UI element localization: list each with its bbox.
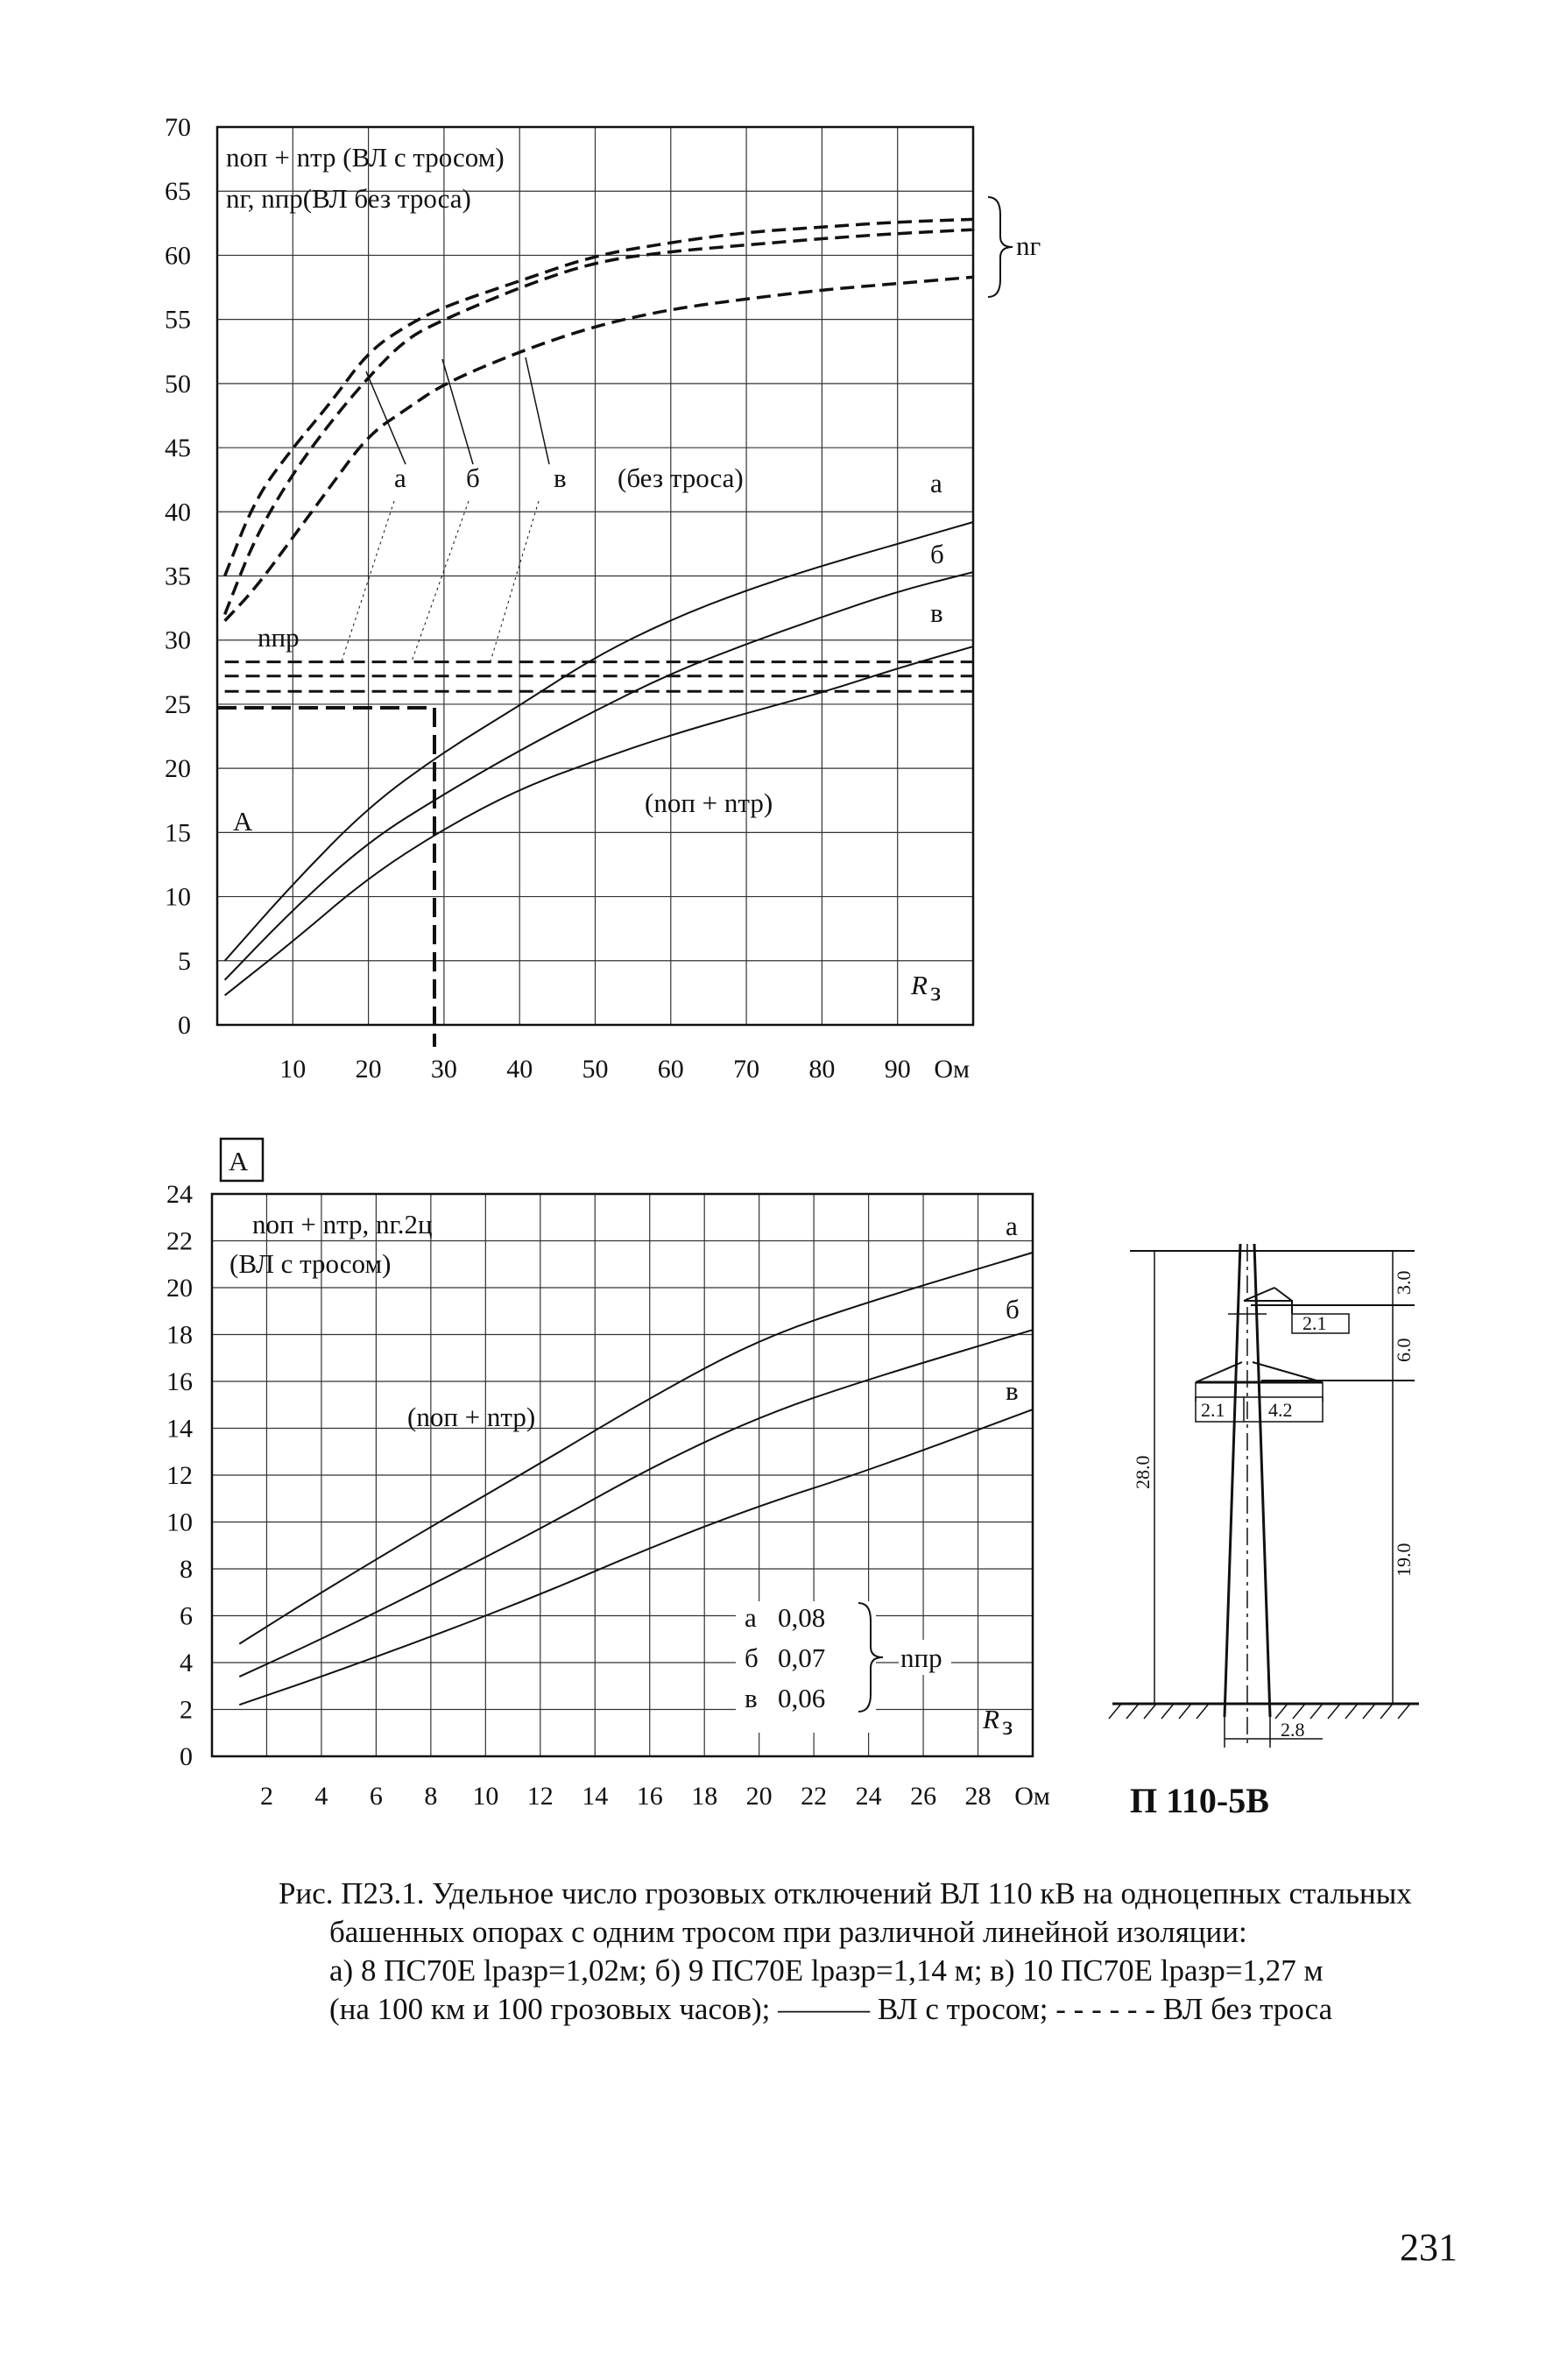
tower-dimensions (1132, 1271, 1415, 1741)
y-tick-label: 10 (165, 882, 191, 912)
top-pointer-a: а (394, 463, 406, 493)
top-axis-symbol (910, 970, 941, 1006)
y-tick-label: 5 (178, 946, 191, 976)
top-brace-label: nг (1016, 230, 1041, 261)
pointer-line-v (526, 357, 549, 464)
bottom-sum-label: (nоп + nтр) (407, 1402, 536, 1432)
top-chart-grid (217, 127, 973, 1025)
y-tick-label: 55 (165, 305, 191, 335)
y-tick-label: 0 (180, 1742, 193, 1771)
top-legend-line1: nоп + nтр (ВЛ с тросом) (226, 142, 505, 173)
svg-text:0,06: 0,06 (778, 1683, 826, 1713)
svg-text:б: б (745, 1642, 759, 1673)
bottom-series-label-v: в (1006, 1375, 1019, 1406)
pointer-dot-v (491, 501, 539, 661)
series-line-dashed (225, 230, 973, 614)
top-sum-label: (nоп + nтр) (645, 787, 773, 818)
svg-text:з: з (1002, 1710, 1013, 1741)
top-brace (988, 197, 1013, 297)
svg-text:2.1: 2.1 (1201, 1399, 1225, 1421)
caption-line-2: башенных опорах с одним тросом при различной линейной изоляции: (329, 1915, 1247, 1949)
y-tick-label: 30 (165, 625, 191, 655)
y-tick-label: 8 (180, 1555, 193, 1584)
bottom-series-label-b: б (1006, 1294, 1020, 1324)
bottom-series-label-a: а (1006, 1211, 1018, 1241)
x-tick-label: 10 (472, 1782, 499, 1811)
svg-text:R: R (911, 970, 928, 1000)
series-line-solid (225, 522, 973, 961)
y-tick-label: 65 (165, 177, 191, 207)
y-tick-label: 60 (165, 241, 191, 271)
y-tick-label: 25 (165, 689, 191, 719)
caption-line-3: а) 8 ПС70Е lразр=1,02м; б) 9 ПС70Е lразр=1,14 м; в) 10 ПС70Е lразр=1,27 м (329, 1953, 1324, 1988)
y-tick-label: 14 (166, 1414, 193, 1444)
bottom-box-label: A (229, 1146, 249, 1176)
series-line-solid (225, 572, 973, 980)
x-tick-label: 70 (733, 1055, 760, 1084)
series-line-solid (239, 1253, 1033, 1644)
x-tick-label: 8 (424, 1782, 438, 1811)
x-tick-label: 40 (506, 1055, 533, 1084)
x-axis-unit: Ом (1014, 1782, 1050, 1811)
svg-text:2.1: 2.1 (1302, 1312, 1327, 1334)
y-tick-label: 10 (166, 1508, 193, 1537)
y-tick-label: 16 (166, 1367, 193, 1396)
bottom-legend-line1: nоп + nтр, nг.2ц (252, 1209, 433, 1239)
svg-text:4.2: 4.2 (1268, 1399, 1293, 1421)
tower-title: П 110-5В (1130, 1781, 1269, 1820)
svg-text:з: з (930, 976, 942, 1006)
svg-text:19.0: 19.0 (1393, 1543, 1415, 1577)
y-tick-label: 45 (165, 434, 191, 463)
top-no-rope-label: (без троса) (618, 463, 744, 493)
x-tick-label: 4 (314, 1782, 328, 1811)
y-tick-label: 6 (180, 1601, 193, 1631)
x-tick-label: 30 (430, 1055, 457, 1084)
top-pointer-v: в (554, 463, 567, 493)
bottom-axis-symbol (982, 1704, 1013, 1741)
svg-text:nпр: nпр (900, 1642, 942, 1673)
figure-caption (279, 1875, 1470, 2029)
y-tick-label: 70 (165, 113, 191, 142)
y-tick-label: 24 (166, 1180, 193, 1209)
x-tick-label: 24 (855, 1782, 882, 1811)
x-tick-label: 6 (369, 1782, 383, 1811)
svg-text:в: в (745, 1683, 758, 1713)
y-tick-label: 20 (166, 1274, 193, 1303)
x-tick-label: 12 (526, 1782, 554, 1811)
svg-text:28.0: 28.0 (1132, 1455, 1154, 1489)
y-tick-label: 35 (165, 561, 191, 591)
tower-drawing (1109, 1244, 1419, 1748)
svg-text:6.0: 6.0 (1393, 1338, 1415, 1362)
y-tick-label: 4 (180, 1649, 193, 1677)
x-tick-label: 50 (582, 1055, 609, 1084)
top-chart-ticks (165, 113, 970, 1084)
y-tick-label: 20 (165, 754, 191, 784)
pointer-line-a (366, 371, 406, 464)
top-point-label: A (233, 806, 253, 837)
y-tick-label: 15 (165, 818, 191, 848)
x-tick-label: 22 (801, 1782, 828, 1811)
svg-text:3.0: 3.0 (1393, 1270, 1415, 1295)
bottom-chart-series (239, 1253, 1033, 1705)
y-tick-label: 18 (166, 1320, 193, 1350)
svg-text:R: R (983, 1704, 999, 1734)
x-tick-label: 26 (910, 1782, 937, 1811)
y-tick-label: 12 (166, 1461, 193, 1490)
caption-line-1: Рис. П23.1. Удельное число грозовых отключений ВЛ 110 кВ на одноцепных стальных (279, 1876, 1412, 1910)
x-tick-label: 16 (636, 1782, 663, 1811)
series-line-solid (225, 646, 973, 995)
page-number: 231 (1400, 2226, 1458, 2269)
y-tick-label: 50 (165, 369, 191, 399)
top-pointer-b: б (466, 463, 480, 493)
svg-text:0,07: 0,07 (778, 1642, 826, 1673)
npr-values (736, 1601, 951, 1733)
x-tick-label: 20 (355, 1055, 382, 1084)
caption-line-4: (на 100 км и 100 грозовых часов); ——— ВЛ с тросом; - - - - - - ВЛ без троса (329, 1992, 1333, 2026)
top-series-label-b: б (930, 539, 944, 569)
x-axis-unit: Ом (934, 1055, 971, 1084)
top-series-label-v: в (930, 597, 943, 628)
x-tick-label: 20 (745, 1782, 773, 1811)
svg-text:0,08: 0,08 (778, 1602, 826, 1633)
bottom-legend-line2: (ВЛ с тросом) (229, 1248, 392, 1279)
x-tick-label: 10 (279, 1055, 307, 1084)
pointer-dot-b (412, 501, 469, 661)
x-tick-label: 60 (657, 1055, 684, 1084)
x-tick-label: 14 (582, 1782, 609, 1811)
series-line-dashed (225, 219, 973, 576)
y-tick-label: 2 (180, 1695, 193, 1725)
svg-text:а: а (745, 1602, 757, 1633)
x-tick-label: 18 (691, 1782, 718, 1811)
x-tick-label: 90 (884, 1055, 911, 1084)
top-npr-label: nпр (258, 622, 300, 653)
x-tick-label: 28 (964, 1782, 992, 1811)
svg-text:2.8: 2.8 (1281, 1719, 1305, 1741)
series-line-dashed (225, 277, 973, 620)
x-tick-label: 80 (808, 1055, 836, 1084)
top-series-label-a: а (930, 468, 942, 498)
y-tick-label: 40 (165, 498, 191, 527)
top-guide-a (217, 708, 434, 1047)
y-tick-label: 0 (178, 1011, 191, 1040)
top-legend-line2: nг, nпр(ВЛ без троса) (226, 183, 471, 214)
top-chart-series (225, 219, 973, 995)
x-tick-label: 2 (259, 1782, 273, 1811)
y-tick-label: 22 (166, 1226, 193, 1256)
pointer-line-b (442, 359, 473, 464)
